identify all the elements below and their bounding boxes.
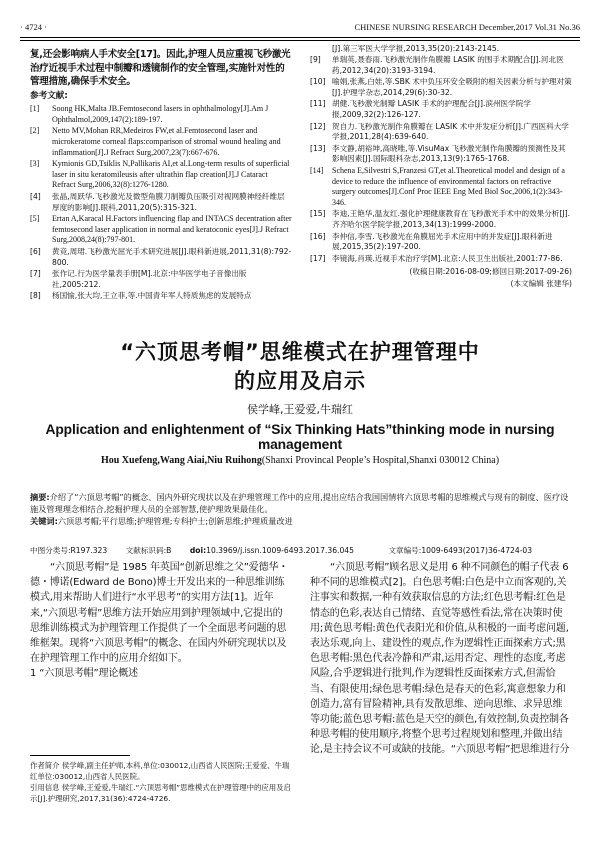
- classification-line: [30, 545, 570, 556]
- reference-item: [15] 李迪,王艳华,温友红.强化护理健康教育在飞秒激光手术中的效果分析[J].齐齐哈尔医学院学报,2013,34(13):1999-2000.: [310, 209, 571, 230]
- references-heading: 参考文献:: [30, 90, 68, 101]
- reference-item: [7] 张作记.行为医学量表手册[M].北京:中华医学电子音像出版社,2005:212.: [30, 268, 247, 289]
- keywords: 六顶思考帽;平行思维;护理管理;专科护士;创新思维;护理质量改进: [57, 516, 293, 526]
- left-column-previous-article: [30, 48, 292, 302]
- reference-item: [1] Soong HK,Malta JB.Femtosecond lasers in ophthalmology[J].Am J Ophthalmol,2009,147(2):189-197.: [30, 103, 269, 124]
- reference-item: [3] Kymionis GD,Tsiklis N,Pallikaris AI,et al.Long-term results of superficial laser in situ keratomileusis after ultrathin flap creation[J].J Cataract Refract Surg,2006,32(8):1276-1280.: [30, 158, 290, 190]
- reference-item: [9] 单瑞英,聂春雨.飞秒激光制作角膜瓣 LASIK 的围手术期配合[J].河北医药,2012,34(20):3193-3194.: [310, 55, 564, 76]
- english-title: Application and enlightenment of “Six Thinking Hats”thinking mode in nursing management: [45, 422, 555, 452]
- abstract-text: 介绍了“六顶思考帽”的概念、国内外研究现状以及在护理管理工作中的应用,提出应结合我国国情将六顶思考帽的思维模式与现有的制度、医疗设施及管理理念相结合,挖掘护理人员的全部智慧,使护理效果最佳化。: [30, 492, 569, 514]
- right-column-previous-article: [310, 44, 572, 289]
- citation-info: 引用信息 侯学峰,王爱爱,牛瑞红.“六顶思考帽”思维模式在护理管理中的应用及启示[J].护理研究,2017,31(36):4724-4726.: [30, 783, 291, 803]
- journal-info: CHINESE NURSING RESEARCH December,2017 Vol.31 No.36: [354, 22, 580, 32]
- footnote: [30, 760, 292, 804]
- body-right-column: [310, 560, 572, 758]
- article-title-block: [20, 338, 580, 466]
- body-left-column: [30, 560, 292, 682]
- reference-item: [6] 黄竞,周珺.飞秒激光屈光手术研究进展[J].眼科新进展,2011,31(8):792-800.: [30, 246, 292, 267]
- body-paragraph: “六顶思考帽”顾名思义是用 6 种不同颜色的帽子代表 6 种不同的思维模式[2]。白色思考帽:白色是中立而客观的,关注事实和数据,一种有效获取信息的方法;红色思考帽:红色是情态的色彩,表达自己情绪、直觉等感性看法,常在决策时使用;黄色思考帽:黄色代表阳光和价值,从积极的一面考虑问题,表达乐观,向上、建设性的观点,作为逻辑性正面探索方式;黑色思考帽:黑色代表冷静和严肃,运用否定、理性的态度,考虑风险,合乎逻辑进行批判,作为逻辑性反面探索方式,但需恰当、有限使用;绿色思考帽:绿色是春天的色彩,寓意想象力和创造力,富有冒险精神,具有发散思维、逆向思维、求异思维等功能;蓝色思考帽:蓝色是天空的颜色,有效控制,负责控制各种思考帽的使用顺序,将整个思考过程规划和整理,并做出结论,是主持会议不可或缺的技能。“六顶思考帽”把思维进行分: [310, 562, 570, 756]
- section-heading: 1 “六顶思考帽”理论概述: [30, 668, 138, 680]
- abstract: 摘要:介绍了“六顶思考帽”的概念、国内外研究现状以及在护理管理工作中的应用,提出应结合我国国情将六顶思考帽的思维模式与现有的制度、医疗设施及管理理念相结合,挖掘护理人员的全部智慧,使护理效果最佳化。 关键词:六顶思考帽;平行思维;护理管理;专科护士;创新思维;护理质量改进: [30, 492, 569, 526]
- reference-item: [12] 贺自力.飞秒激光制作角膜瓣在 LASIK 术中并发症分析[J].广西医科大学学报,2011,28(4):639-640.: [310, 121, 569, 142]
- chinese-title: “六顶思考帽”思维模式在护理管理中 的应用及启示: [120, 340, 480, 393]
- article-number: 文章编号:1009-6493(2017)36-4724-03: [388, 546, 533, 555]
- editor-credit: (本文编辑 张建华): [510, 278, 572, 288]
- reference-item: [16] 李仲信,李雪.飞秒激光在角膜屈光手术应用中的并发症[J].眼科新进展,2015,35(2):197-200.: [310, 231, 553, 252]
- reference-item: [11] 胡健.飞秒激光制瓣 LASIK 手术的护理配合[J].滨州医学院学报,2009,32(2):126-127.: [310, 99, 531, 120]
- page-number: · 4724 ·: [20, 22, 47, 32]
- previous-article-closing-paragraph: 复,还会影响病人手术安全[17]。因此,护理人员应重视飞秒激光治疗近视手术过程中制瓣和透镜制作的安全管理,实施针对性的管理措施,确保手术安全。: [30, 49, 291, 87]
- clc-number: 中图分类号:R197.323: [30, 546, 108, 555]
- reference-item: [5] Ertan A,Karacal H.Factors influencing flap and INTACS decentration after femtosecond laser application in normal and keratoconic eyes[J].J Refract Surg,2008,24(8):797-801.: [30, 213, 292, 245]
- reference-item: [J].第三军医大学学报,2013,35(20):2143-2145.: [332, 44, 500, 53]
- reference-item: [13] 李文静,胡裕坤,高晓唯,等.VisuMax 飞秒激光制作角膜瓣的预测性及其影响因素[J].国际眼科杂志,2013,13(9):1765-1768.: [310, 143, 566, 164]
- document-code: 文献标识码:B: [125, 546, 172, 555]
- english-authors: Hou Xuefeng,Wang Aiai,Niu Ruihong(Shanxi Provincal People’s Hospital,Shanxi 030012 China): [100, 455, 500, 466]
- reference-item: [4] 张晶,周跃华.飞秒激光及微型角膜刀制瓣负压吸引对视网膜神经纤维层厚度的影响[J].眼科,2011,20(5):315-321.: [30, 191, 285, 212]
- reference-item: [10] 喻娟,张燕,白娃,等.SBK 术中负压环安全吸附的相关因素分析与护理对策[J].护理学杂志,2014,29(6):30-32.: [310, 77, 572, 98]
- reference-item: [8] 杨国愉,张大均,王立菲,等.中国青年军人特质焦虑的发展特点: [30, 290, 252, 300]
- author-info: 作者简介 侯学峰,副主任护师,本科,单位:030012,山西省人民医院;王爱爱、牛瑞红单位:030012,山西省人民医院。: [30, 761, 290, 781]
- reference-item: [17] 李镜海,肖瑛.近视手术治疗学[M].北京:人民卫生出版社,2001:77-86.: [310, 253, 563, 263]
- chinese-authors: 侯学峰,王爱爱,牛瑞红: [247, 403, 353, 416]
- doi: doi:10.3969/j.issn.1009-6493.2017.36.045: [189, 546, 354, 555]
- body-paragraph: “六顶思考帽”是 1985 年英国“创新思维之父”爱德华・德・博诺(Edward de Bono)博士开发出来的一种思维训练模式,用来帮助人们进行“水平思考”的实用方法[1]。近年来,“六顶思考帽”思维方法开始应用到护理领域中,它提出的思维训练模式为护理管理工作提供了一个全面思考问题的思维框架。现将“六顶思考帽”的概念、在国内外研究现状以及在护理管理工作中的应用介绍如下。: [30, 562, 289, 665]
- footnote-rule: [30, 755, 130, 756]
- header-rule: [20, 37, 580, 41]
- reference-item: [14] Schena E,Silvestri S,Franzesi GT,et al.Theoretical model and design of a device to reduce the influence of environmental factors on refractive surgery outcomes[J].Conf Proc IEEE Eng Med Biol Soc,2006,1(2):343-346.: [310, 165, 565, 208]
- received-dates: (收稿日期:2016-08-09;修回日期:2017-09-26): [409, 267, 572, 277]
- running-header: [20, 22, 580, 36]
- reference-item: [2] Netto MV,Mohan RR,Medeiros FW,et al.Femtosecond laser and microkeratome corneal flaps:comparison of stromal wound healing and inflammation[J].J Refract Surg,2007,23(7):667-676.: [30, 126, 281, 157]
